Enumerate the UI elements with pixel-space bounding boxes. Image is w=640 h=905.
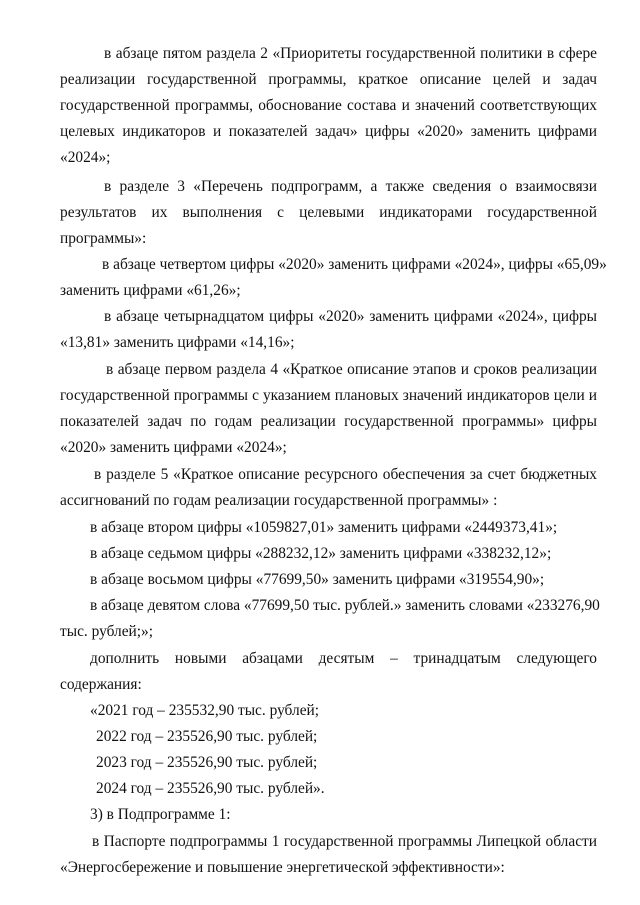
- text-line: в абзаце четвертом цифры «2020» заменить цифрами «2024», цифры «65,09»: [102, 256, 607, 273]
- text-line: в разделе 5 «Краткое описание ресурсного обеспечения за счет бюджетных: [94, 466, 597, 483]
- text-line: в абзаце седьмом цифры «288232,12» заменить цифрами «338232,12»;: [90, 545, 552, 562]
- text-line: в абзаце четырнадцатом цифры «2020» заменить цифрами «2024», цифры: [104, 308, 597, 325]
- text-line: 2023 год – 235526,90 тыс. рублей;: [96, 754, 318, 771]
- text-line: ассигнований по годам реализации государственной программы» :: [60, 492, 498, 509]
- text-line: 2024 год – 235526,90 тыс. рублей».: [96, 780, 325, 797]
- text-line: в Паспорте подпрограммы 1 государственной программы Липецкой области: [92, 833, 597, 850]
- text-line: «2020» заменить цифрами «2024»;: [60, 439, 287, 456]
- text-line: «2024»;: [60, 149, 111, 166]
- text-line: в разделе 3 «Перечень подпрограмм, а также сведения о взаимосвязи: [104, 178, 597, 195]
- text-line: «13,81» заменить цифрами «14,16»;: [60, 334, 295, 351]
- text-line: в абзаце первом раздела 4 «Краткое описание этапов и сроков реализации: [106, 361, 597, 378]
- text-line: целевых индикаторов и показателей задач» цифры «2020» заменить цифрами: [60, 123, 597, 140]
- text-line: государственной программы, обоснование состава и значений соответствующих: [60, 97, 597, 114]
- text-line: государственной программы с указанием плановых значений индикаторов цели и: [60, 387, 597, 404]
- text-line: заменить цифрами «61,26»;: [60, 282, 241, 299]
- text-line: в абзаце пятом раздела 2 «Приоритеты государственной политики в сфере: [104, 45, 597, 62]
- text-line: в абзаце втором цифры «1059827,01» заменить цифрами «2449373,41»;: [90, 519, 558, 536]
- text-line: результатов их выполнения с целевыми индикаторами государственной: [60, 204, 597, 221]
- text-line: 3) в Подпрограмме 1:: [90, 806, 231, 823]
- text-line: дополнить новыми абзацами десятым – тринадцатым следующего: [90, 650, 597, 667]
- text-line: 2022 год – 235526,90 тыс. рублей;: [96, 728, 318, 745]
- text-line: содержания:: [60, 676, 142, 693]
- text-line: в абзаце восьмом цифры «77699,50» заменить цифрами «319554,90»;: [90, 571, 545, 588]
- text-line: программы»:: [60, 230, 147, 247]
- text-line: тыс. рублей;»;: [60, 623, 154, 640]
- text-line: «2021 год – 235532,90 тыс. рублей;: [90, 702, 320, 719]
- text-line: «Энергосбережение и повышение энергетической эффективности»:: [60, 859, 505, 876]
- text-line: в абзаце девятом слова «77699,50 тыс. рублей.» заменить словами «233276,90: [90, 597, 600, 614]
- text-line: реализации государственной программы, краткое описание целей и задач: [60, 71, 597, 88]
- text-line: показателей задач по годам реализации государственной программы» цифры: [60, 413, 597, 430]
